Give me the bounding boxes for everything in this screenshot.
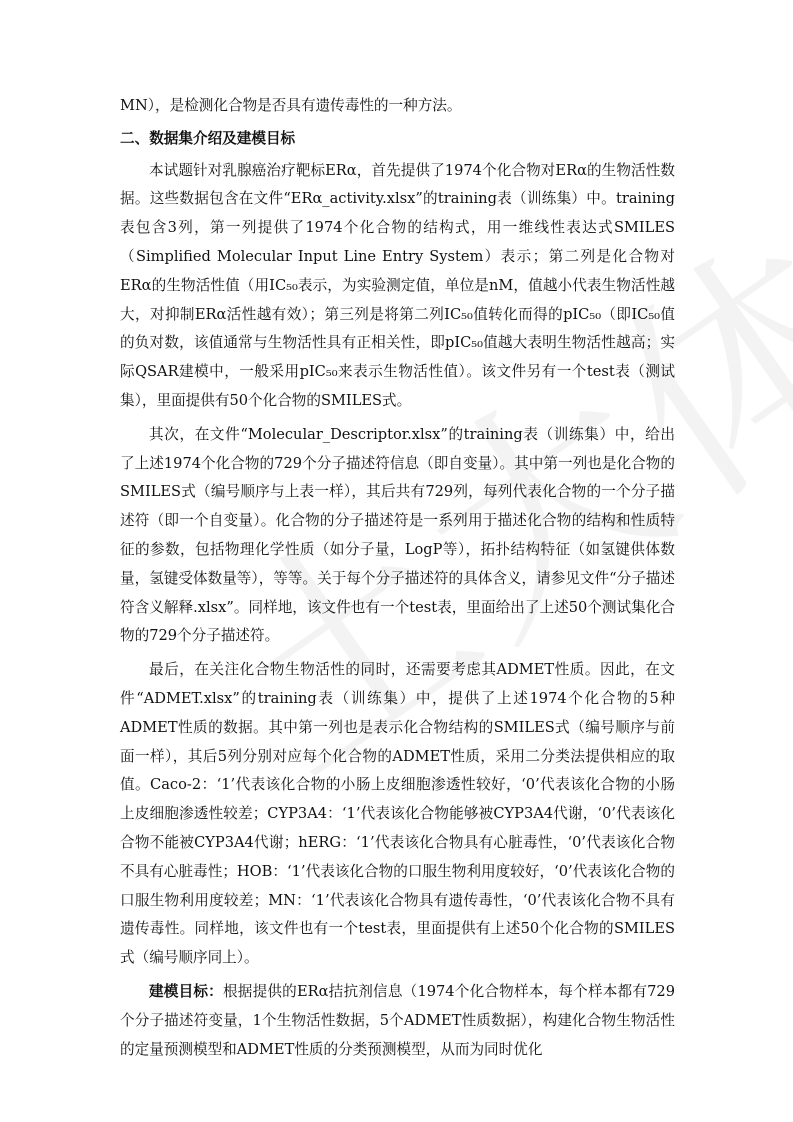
- section-heading: 二、数据集介绍及建模目标: [120, 129, 296, 147]
- paragraph-modeling-goal: [120, 978, 675, 1064]
- paragraph-admet: 最后，在关注化合物生物活性的同时，还需要考虑其ADMET性质。因此，在文件“ADMET.xlsx”的training表（训练集）中，提供了上述1974个化合物的5种ADMET性质的数据。其中第一列也是表示化合物结构的SMILES式（编号顺序与前面一样），其后5列分别对应每个化合物的ADMET性质，采用二分类法提供相应的取值。Caco-2：‘1’代表该化合物的小肠上皮细胞渗透性较好，‘0’代表该化合物的小肠上皮细胞渗透性较差；CYP3A4：‘1’代表该化合物能够被CYP3A4代谢，‘0’代表该化合物不能被CYP3A4代谢；hERG：‘1’代表该化合物具有心脏毒性，‘0’代表该化合物不具有心脏毒性；HOB：‘1’代表该化合物的口服生物利用度较好，‘0’代表该化合物的口服生物利用度较差；MN：‘1’代表该化合物具有遗传毒性，‘0’代表该化合物不具有遗传毒性。同样地，该文件也有一个test表，里面提供有上述50个化合物的SMILES式（编号顺序同上）。: [120, 661, 675, 967]
- intro-tail-text: MN），是检测化合物是否具有遗传毒性的一种方法。: [120, 97, 462, 114]
- document-body: [120, 92, 675, 1064]
- paragraph-era-activity: 本试题针对乳腺癌治疗靶标ERα，首先提供了1974个化合物对ERα的生物活性数据。这些数据包含在文件“ERα_activity.xlsx”的training表（训练集）中。training表包含3列，第一列提供了1974个化合物的结构式，用一维线性表达式SMILES（Simplified Molecular Input Line Entry System）表示；第二列是化合物对ERα的生物活性值（用IC₅₀表示，为实验测定值，单位是nM，值越小代表生物活性越大，对抑制ERα活性越有效）；第三列是将第二列IC₅₀值转化而得的pIC₅₀（即IC₅₀值的负对数，该值通常与生物活性具有正相关性，即pIC₅₀值越大表明生物活性越高；实际QSAR建模中，一般采用pIC₅₀来表示生物活性值）。该文件另有一个test表（测试集），里面提供有50个化合物的SMILES式。: [120, 161, 675, 409]
- goal-label: 建模目标：: [149, 982, 223, 1000]
- goal-text: 根据提供的ERα拮抗剂信息（1974个化合物样本，每个样本都有729个分子描述符变量，1个生物活性数据，5个ADMET性质数据），构建化合物生物活性的定量预测模型和ADMET性质的分类预测模型，从而为同时优化: [120, 982, 675, 1058]
- paragraph-molecular-descriptor: 其次，在文件“Molecular_Descriptor.xlsx”的training表（训练集）中，给出了上述1974个化合物的729个分子描述符信息（即自变量）。其中第一列也是化合物的SMILES式（编号顺序与上表一样），其后共有729列，每列代表化合物的一个分子描述符（即一个自变量）。化合物的分子描述符是一系列用于描述化合物的结构和性质特征的参数，包括物理化学性质（如分子量，LogP等），拓扑结构特征（如氢键供体数量，氢键受体数量等），等等。关于每个分子描述符的具体含义，请参见文件“分子描述符含义解释.xlsx”。同样地，该文件也有一个test表，里面给出了上述50个测试集化合物的729个分子描述符。: [120, 425, 675, 645]
